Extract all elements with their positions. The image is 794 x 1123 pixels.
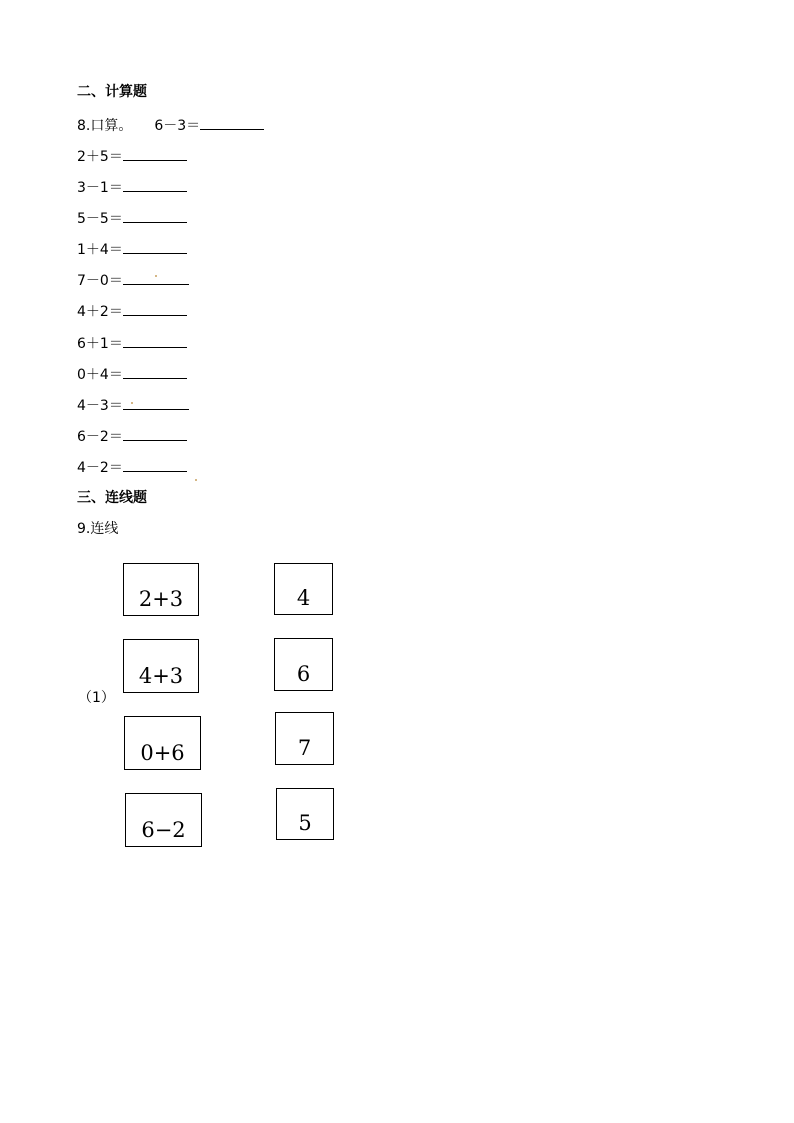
expression-line (77, 239, 187, 259)
right-answer-box[interactable]: 6 (274, 638, 333, 691)
expression: 3－1＝ (77, 180, 123, 196)
answer-blank[interactable] (123, 426, 187, 441)
right-answer-box[interactable]: 5 (276, 788, 334, 840)
expression: 7－0＝ (77, 273, 123, 289)
expression-line (77, 364, 187, 384)
expression-line (77, 146, 187, 166)
question-8-first-expression: 6－3＝ (154, 118, 201, 134)
expression: 4－3＝ (77, 398, 123, 414)
expression-line (77, 208, 187, 228)
section-heading-calculation: 二、计算题 (77, 84, 147, 100)
expression: 0＋4＝ (77, 367, 123, 383)
ink-speck (131, 402, 133, 404)
answer-blank[interactable] (123, 208, 187, 223)
answer-blank[interactable] (123, 146, 187, 161)
answer-blank[interactable] (123, 395, 189, 410)
right-answer-box[interactable]: 7 (275, 712, 334, 765)
expression: 4＋2＝ (77, 304, 123, 320)
expression: 5－5＝ (77, 211, 123, 227)
section-heading-matching: 三、连线题 (77, 490, 147, 506)
answer-blank[interactable] (123, 177, 187, 192)
sub-question-label: （1） (78, 690, 115, 706)
expression-line (77, 395, 189, 415)
expression: 6＋1＝ (77, 336, 123, 352)
left-expression-box[interactable]: 4+3 (123, 639, 199, 693)
answer-blank[interactable] (200, 115, 264, 130)
answer-blank[interactable] (123, 301, 187, 316)
expression-line (77, 177, 187, 197)
question-9-prefix: 9.连线 (77, 521, 119, 537)
expression-line (77, 426, 187, 446)
answer-blank[interactable] (123, 270, 189, 285)
left-expression-box[interactable]: 0+6 (124, 716, 201, 770)
question-8-line (77, 115, 264, 135)
question-8-prefix: 8.口算。 (77, 118, 133, 134)
expression-line (77, 270, 189, 290)
expression: 1＋4＝ (77, 242, 123, 258)
answer-blank[interactable] (123, 333, 187, 348)
expression-line (77, 301, 187, 321)
ink-speck (155, 275, 157, 277)
answer-blank[interactable] (123, 239, 187, 254)
left-expression-box[interactable]: 6−2 (125, 793, 202, 847)
expression: 2＋5＝ (77, 149, 123, 165)
ink-speck (195, 479, 197, 481)
left-expression-box[interactable]: 2+3 (123, 563, 199, 616)
expression: 4－2＝ (77, 460, 123, 476)
answer-blank[interactable] (123, 364, 187, 379)
right-answer-box[interactable]: 4 (274, 563, 333, 615)
expression-line (77, 333, 187, 353)
expression-line (77, 457, 197, 477)
expression: 6－2＝ (77, 429, 123, 445)
answer-blank[interactable] (123, 457, 187, 472)
